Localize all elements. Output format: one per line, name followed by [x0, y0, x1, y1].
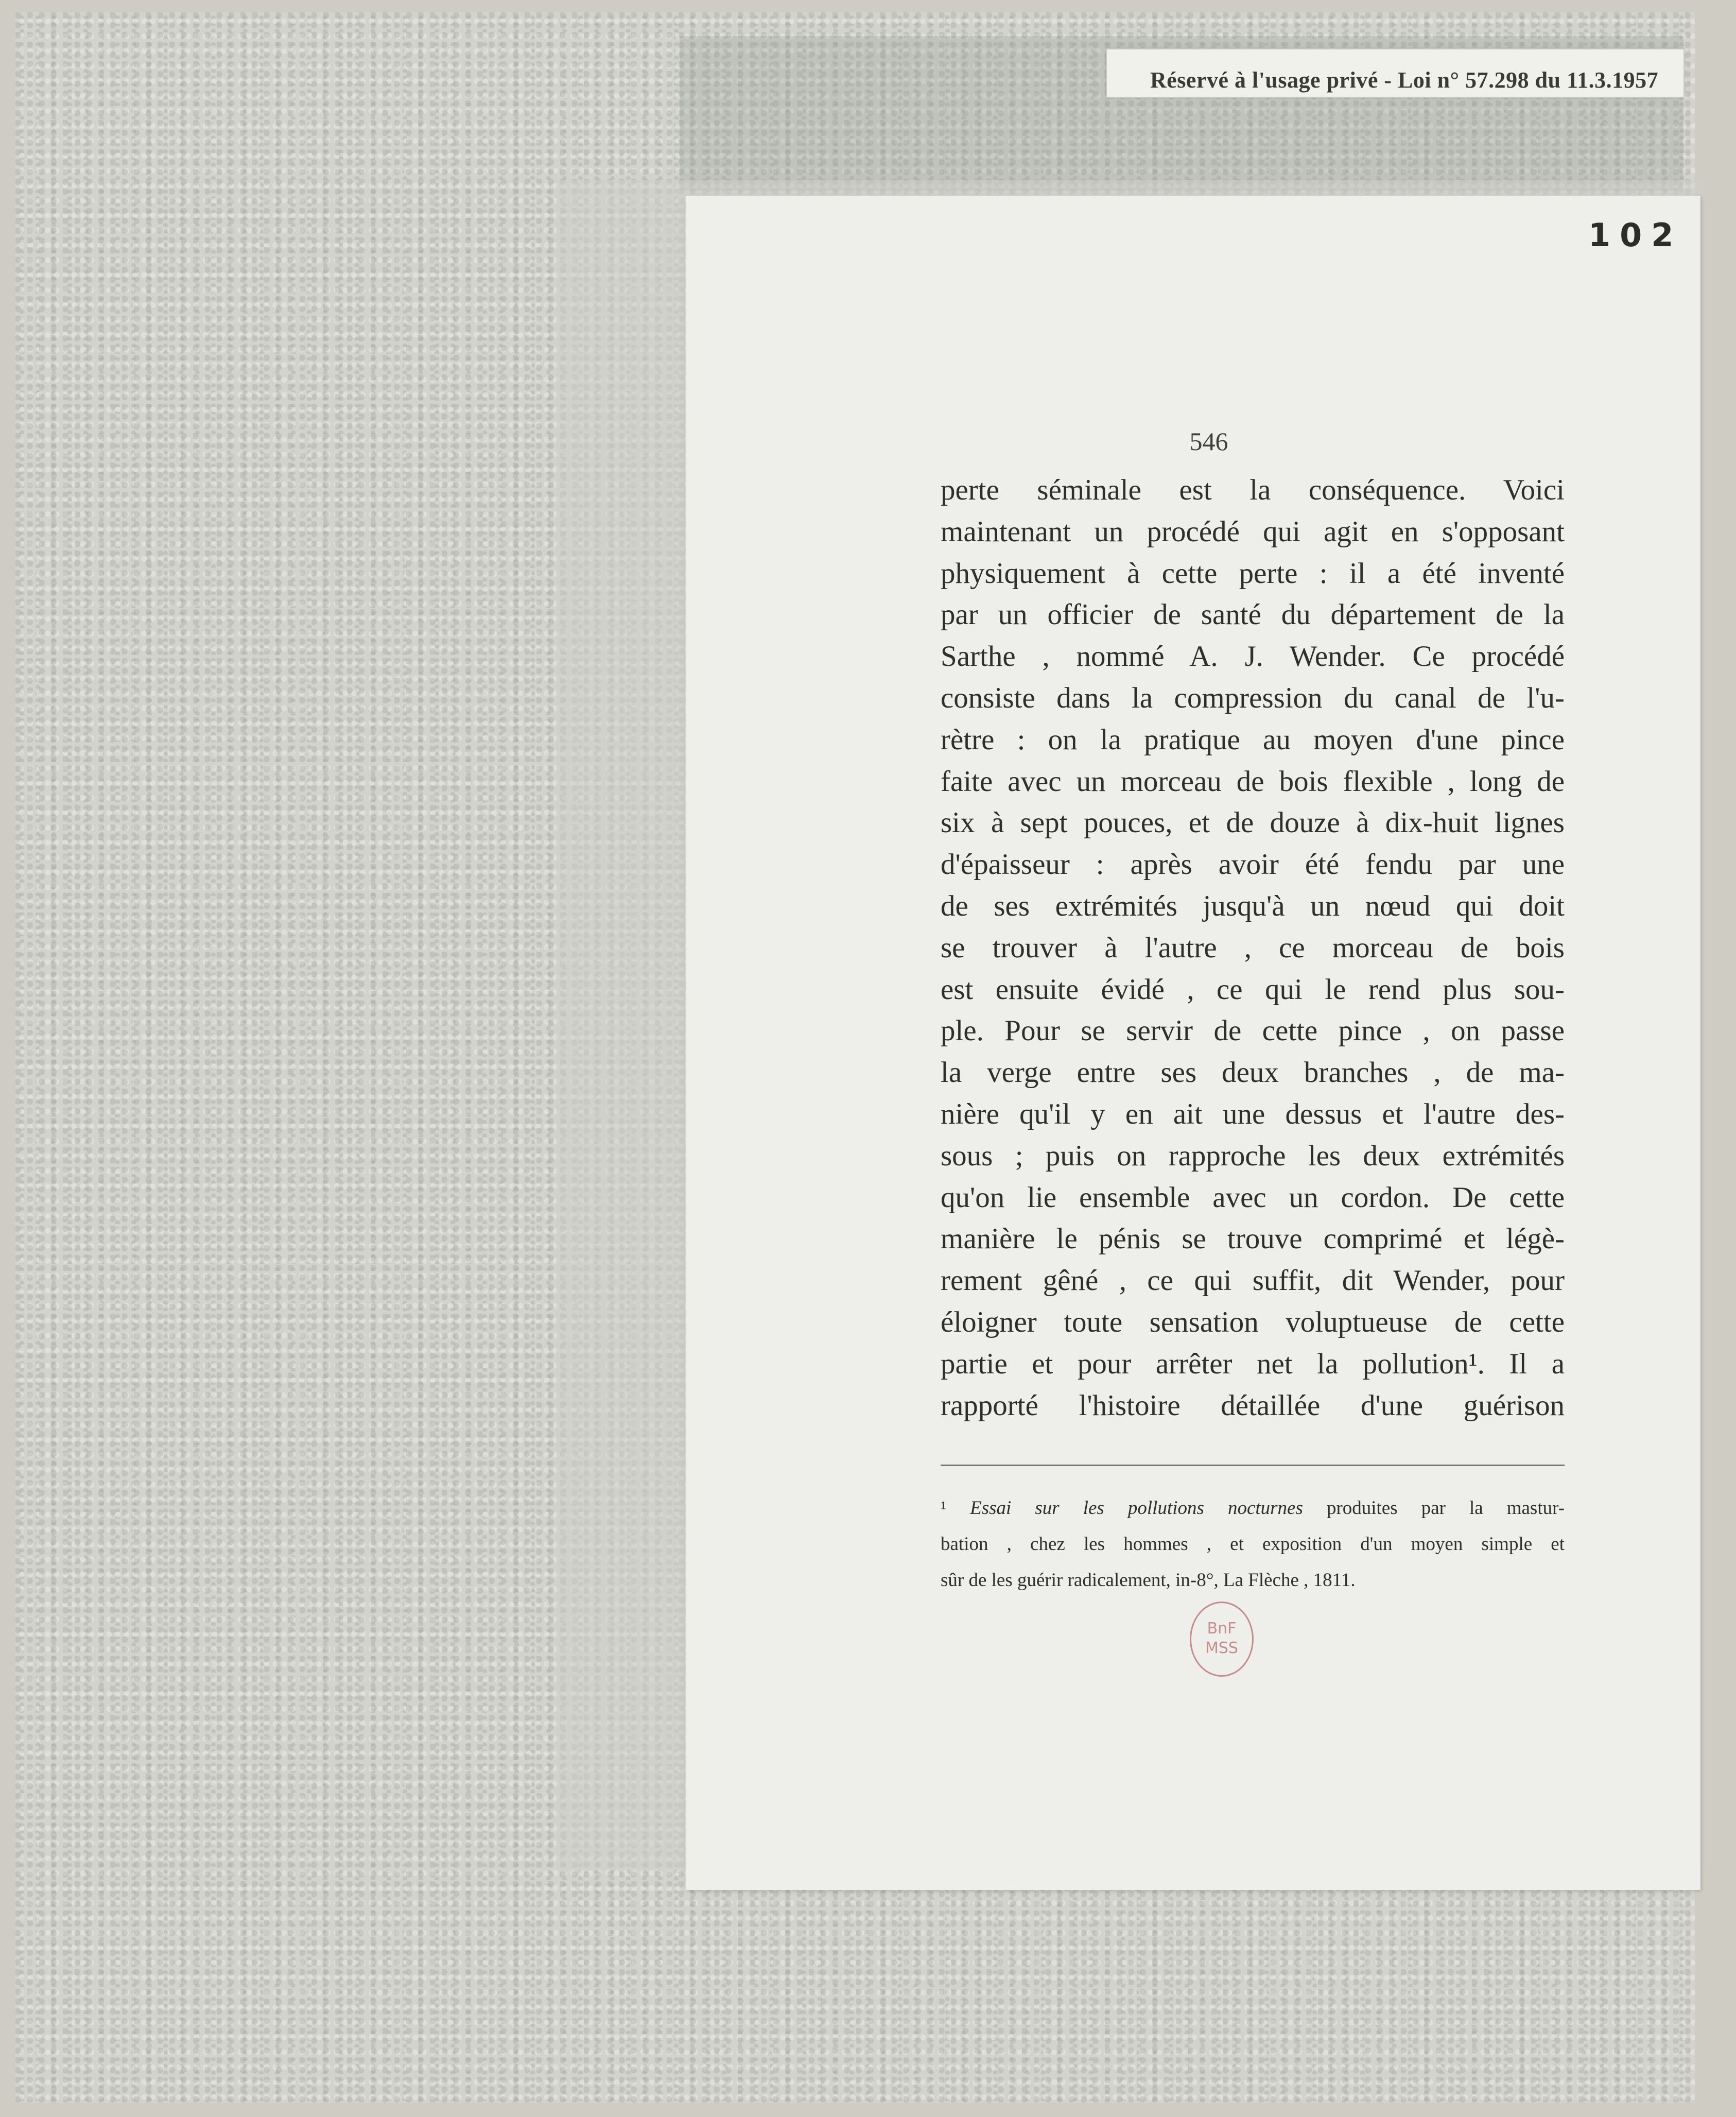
text-line: qu'on lie ensemble avec un cordon. De cette: [941, 1181, 1565, 1214]
folio-number: 102: [1588, 216, 1683, 254]
copyright-label: [1106, 48, 1685, 98]
text-line: éloigner toute sensation voluptueuse de cette: [941, 1305, 1565, 1338]
text-line: par un officier de santé du département de la: [941, 598, 1565, 631]
text-line: de ses extrémités jusqu'à un nœud qui doit: [941, 889, 1565, 922]
text-line: ple. Pour se servir de cette pince , on passe: [941, 1014, 1565, 1047]
text-line: six à sept pouces, et de douze à dix-huit lignes: [941, 806, 1565, 839]
text-line: rètre : on la pratique au moyen d'une pince: [941, 723, 1565, 756]
text-line: d'épaisseur : après avoir été fendu par une: [941, 848, 1565, 881]
body-text: [941, 470, 1565, 1426]
document-page: [685, 196, 1700, 1890]
footnote: [941, 1490, 1565, 1598]
footnote-title: Essai sur les pollutions nocturnes: [970, 1498, 1303, 1519]
library-seal-stamp: [1190, 1602, 1254, 1677]
text-line: manière le pénis se trouve comprimé et légè-: [941, 1223, 1565, 1255]
text-line: sous ; puis on rapproche les deux extrémités: [941, 1139, 1565, 1172]
text-line: consiste dans la compression du canal de l'u-: [941, 681, 1565, 714]
text-line: maintenant un procédé qui agit en s'opposant: [941, 515, 1565, 548]
text-line: la verge entre ses deux branches , de ma-: [941, 1056, 1565, 1089]
text-line: rapporté l'histoire détaillée d'une guérison: [941, 1389, 1565, 1422]
footnote-line: [941, 1490, 1565, 1526]
copyright-text: Réservé à l'usage privé - Loi n° 57.298 du 11.3.1957: [1150, 67, 1659, 93]
text-line: partie et pour arrêter net la pollution¹. Il a: [941, 1347, 1565, 1380]
text-line: se trouver à l'autre , ce morceau de bois: [941, 931, 1565, 964]
text-line: physiquement à cette perte : il a été inventé: [941, 557, 1565, 590]
text-line: nière qu'il y en ait une dessus et l'autre des-: [941, 1097, 1565, 1130]
footnote-text: produites par la mastur-: [1326, 1498, 1565, 1519]
footnote-line: bation , chez les hommes , et exposition d'un moyen simple et: [941, 1534, 1565, 1555]
text-line: rement gêné , ce qui suffit, dit Wender, pour: [941, 1264, 1565, 1297]
text-line: perte séminale est la conséquence. Voici: [941, 474, 1565, 506]
text-line: est ensuite évidé , ce qui le rend plus sou-: [941, 973, 1565, 1006]
footnote-line: sûr de les guérir radicalement, in-8°, La Flèche , 1811.: [941, 1570, 1356, 1591]
page-number: 546: [1189, 427, 1228, 456]
seal-text: MSS: [1205, 1639, 1238, 1657]
text-line: Sarthe , nommé A. J. Wender. Ce procédé: [941, 640, 1565, 673]
footnote-marker: ¹: [941, 1498, 947, 1519]
text-line: faite avec un morceau de bois flexible , long de: [941, 765, 1565, 798]
footnote-rule: [941, 1465, 1565, 1466]
seal-text: BnF: [1207, 1620, 1237, 1638]
